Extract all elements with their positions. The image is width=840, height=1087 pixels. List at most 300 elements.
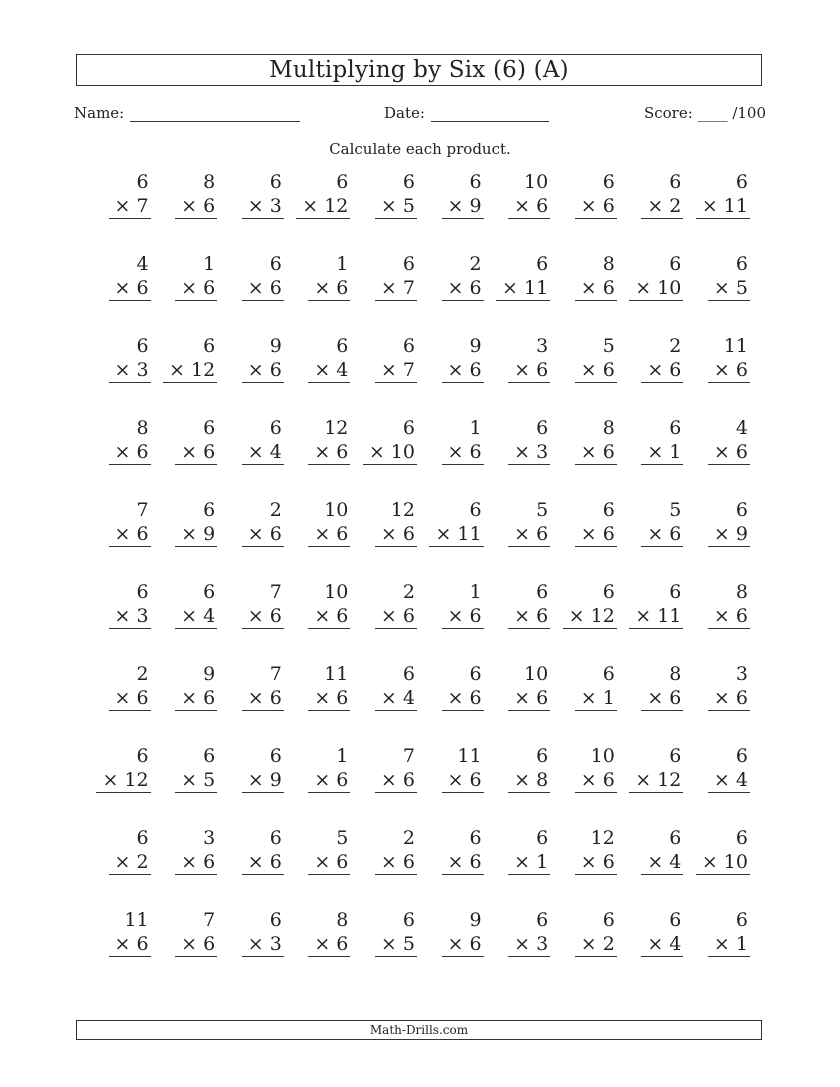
multiplicand: 2 — [269, 499, 282, 521]
multiplicand: 6 — [269, 745, 282, 767]
multiplier: × 7 — [375, 276, 417, 301]
multiplier: × 3 — [109, 358, 151, 383]
multiplier: × 6 — [708, 604, 750, 629]
multiplicand: 6 — [136, 745, 149, 767]
multiplier: × 11 — [629, 604, 683, 629]
problem[interactable] — [621, 580, 688, 662]
problem[interactable] — [288, 334, 355, 416]
problem[interactable] — [88, 744, 155, 826]
multiplier: × 6 — [109, 440, 151, 465]
multiplier: × 6 — [508, 522, 550, 547]
multiplier: × 6 — [641, 358, 683, 383]
problem[interactable] — [421, 334, 488, 416]
multiplicand: 6 — [669, 581, 682, 603]
multiplier: × 6 — [708, 358, 750, 383]
multiplicand: 10 — [524, 663, 549, 685]
problem[interactable] — [421, 416, 488, 498]
multiplier: × 11 — [696, 194, 750, 219]
problem[interactable] — [488, 416, 555, 498]
worksheet-title-box — [76, 54, 762, 86]
multiplier: × 6 — [242, 276, 284, 301]
problem[interactable] — [221, 908, 288, 990]
problem[interactable] — [288, 662, 355, 744]
multiplicand: 6 — [402, 253, 415, 275]
multiplier: × 4 — [375, 686, 417, 711]
multiplier: × 6 — [442, 686, 484, 711]
multiplier: × 3 — [242, 932, 284, 957]
problem[interactable] — [221, 744, 288, 826]
multiplicand: 1 — [336, 253, 349, 275]
problem[interactable] — [488, 170, 555, 252]
date-field[interactable] — [384, 104, 549, 122]
multiplicand: 6 — [336, 171, 349, 193]
multiplicand: 6 — [536, 253, 549, 275]
multiplier: × 1 — [708, 932, 750, 957]
problem[interactable] — [488, 826, 555, 908]
multiplicand: 7 — [203, 909, 216, 931]
problem[interactable] — [88, 252, 155, 334]
multiplicand: 8 — [136, 417, 149, 439]
multiplicand: 6 — [402, 171, 415, 193]
multiplicand: 6 — [203, 745, 216, 767]
problem[interactable] — [88, 662, 155, 744]
multiplier: × 6 — [175, 932, 217, 957]
multiplier: × 6 — [575, 276, 617, 301]
problem[interactable] — [621, 334, 688, 416]
problem[interactable] — [155, 334, 222, 416]
multiplicand: 1 — [203, 253, 216, 275]
multiplier: × 3 — [508, 932, 550, 957]
problem[interactable] — [354, 744, 421, 826]
multiplier: × 6 — [308, 276, 350, 301]
multiplier: × 6 — [242, 686, 284, 711]
problem[interactable] — [554, 908, 621, 990]
multiplier: × 4 — [641, 850, 683, 875]
score-label: Score: ____ /100 — [643, 104, 766, 122]
multiplier: × 6 — [442, 932, 484, 957]
multiplier: × 6 — [175, 276, 217, 301]
multiplier: × 6 — [308, 522, 350, 547]
problem[interactable] — [421, 662, 488, 744]
problem[interactable] — [687, 498, 754, 580]
problem[interactable] — [88, 416, 155, 498]
multiplier: × 12 — [163, 358, 217, 383]
multiplier: × 12 — [296, 194, 350, 219]
info-row — [74, 104, 766, 128]
multiplier: × 4 — [308, 358, 350, 383]
multiplier: × 11 — [496, 276, 550, 301]
problem[interactable] — [155, 662, 222, 744]
problem[interactable] — [354, 170, 421, 252]
problem[interactable] — [88, 580, 155, 662]
multiplier: × 6 — [508, 604, 550, 629]
multiplier: × 4 — [641, 932, 683, 957]
multiplier: × 6 — [575, 194, 617, 219]
multiplicand: 6 — [602, 171, 615, 193]
problem[interactable] — [421, 498, 488, 580]
multiplicand: 12 — [390, 499, 415, 521]
name-blank[interactable] — [130, 105, 300, 122]
problem[interactable] — [155, 416, 222, 498]
multiplicand: 8 — [669, 663, 682, 685]
multiplier: × 6 — [508, 358, 550, 383]
multiplicand: 6 — [602, 581, 615, 603]
problem[interactable] — [288, 908, 355, 990]
date-blank[interactable] — [431, 105, 549, 122]
multiplier: × 6 — [109, 932, 151, 957]
problem[interactable] — [621, 416, 688, 498]
multiplier: × 6 — [109, 276, 151, 301]
multiplier: × 11 — [429, 522, 483, 547]
problem[interactable] — [621, 826, 688, 908]
problem[interactable] — [621, 498, 688, 580]
problem[interactable] — [288, 170, 355, 252]
multiplier: × 5 — [375, 932, 417, 957]
multiplicand: 6 — [735, 909, 748, 931]
multiplicand: 6 — [336, 335, 349, 357]
multiplicand: 2 — [402, 827, 415, 849]
multiplier: × 6 — [308, 604, 350, 629]
multiplier: × 6 — [308, 850, 350, 875]
multiplicand: 10 — [324, 581, 349, 603]
multiplier: × 6 — [575, 522, 617, 547]
multiplier: × 2 — [109, 850, 151, 875]
name-field[interactable] — [74, 104, 300, 122]
problem[interactable] — [288, 744, 355, 826]
problem[interactable] — [687, 826, 754, 908]
multiplicand: 8 — [602, 417, 615, 439]
problem[interactable] — [421, 744, 488, 826]
problem[interactable] — [554, 826, 621, 908]
multiplicand: 6 — [669, 171, 682, 193]
multiplicand: 6 — [203, 417, 216, 439]
problem[interactable] — [221, 580, 288, 662]
problem[interactable] — [621, 908, 688, 990]
multiplicand: 6 — [669, 253, 682, 275]
multiplicand: 9 — [269, 335, 282, 357]
multiplier: × 4 — [242, 440, 284, 465]
multiplier: × 7 — [375, 358, 417, 383]
problem-grid — [88, 170, 754, 990]
multiplicand: 3 — [203, 827, 216, 849]
problem[interactable] — [88, 908, 155, 990]
problem[interactable] — [354, 416, 421, 498]
multiplier: × 6 — [442, 604, 484, 629]
multiplier: × 4 — [708, 768, 750, 793]
multiplicand: 6 — [269, 253, 282, 275]
multiplicand: 6 — [602, 909, 615, 931]
problem[interactable] — [88, 170, 155, 252]
problem[interactable] — [155, 498, 222, 580]
multiplier: × 4 — [175, 604, 217, 629]
problem[interactable] — [554, 580, 621, 662]
multiplicand: 6 — [536, 909, 549, 931]
footer-box — [76, 1020, 762, 1040]
multiplicand: 8 — [602, 253, 615, 275]
problem[interactable] — [687, 170, 754, 252]
multiplier: × 6 — [575, 440, 617, 465]
multiplier: × 10 — [629, 276, 683, 301]
multiplicand: 2 — [402, 581, 415, 603]
multiplier: × 5 — [175, 768, 217, 793]
problem[interactable] — [288, 580, 355, 662]
problem[interactable] — [621, 252, 688, 334]
problem[interactable] — [554, 334, 621, 416]
multiplier: × 3 — [242, 194, 284, 219]
multiplier: × 9 — [442, 194, 484, 219]
problem[interactable] — [354, 662, 421, 744]
multiplicand: 6 — [669, 745, 682, 767]
problem[interactable] — [488, 252, 555, 334]
multiplier: × 6 — [575, 768, 617, 793]
problem[interactable] — [554, 416, 621, 498]
multiplicand: 6 — [469, 663, 482, 685]
multiplicand: 5 — [669, 499, 682, 521]
multiplicand: 6 — [469, 827, 482, 849]
multiplier: × 6 — [442, 276, 484, 301]
multiplicand: 11 — [324, 663, 349, 685]
multiplier: × 8 — [508, 768, 550, 793]
problem[interactable] — [554, 662, 621, 744]
problem[interactable] — [687, 334, 754, 416]
multiplicand: 11 — [457, 745, 482, 767]
problem[interactable] — [288, 826, 355, 908]
problem[interactable] — [687, 416, 754, 498]
multiplicand: 6 — [536, 745, 549, 767]
problem[interactable] — [488, 662, 555, 744]
problem[interactable] — [88, 826, 155, 908]
problem[interactable] — [488, 334, 555, 416]
multiplicand: 12 — [324, 417, 349, 439]
multiplier: × 6 — [109, 522, 151, 547]
multiplicand: 9 — [469, 335, 482, 357]
problem[interactable] — [621, 662, 688, 744]
date-label: Date: — [384, 104, 425, 122]
multiplier: × 1 — [641, 440, 683, 465]
multiplier: × 6 — [308, 768, 350, 793]
multiplier: × 6 — [242, 358, 284, 383]
multiplier: × 6 — [375, 604, 417, 629]
multiplier: × 6 — [442, 440, 484, 465]
multiplicand: 6 — [203, 499, 216, 521]
problem[interactable] — [687, 662, 754, 744]
multiplicand: 6 — [402, 663, 415, 685]
multiplicand: 6 — [136, 827, 149, 849]
multiplier: × 12 — [96, 768, 150, 793]
multiplicand: 9 — [469, 909, 482, 931]
multiplicand: 4 — [735, 417, 748, 439]
problem[interactable] — [288, 498, 355, 580]
multiplicand: 6 — [602, 499, 615, 521]
problem[interactable] — [221, 334, 288, 416]
multiplicand: 6 — [735, 827, 748, 849]
instructions: Calculate each product. — [329, 140, 511, 158]
problem[interactable] — [354, 252, 421, 334]
multiplicand: 2 — [469, 253, 482, 275]
problem[interactable] — [488, 580, 555, 662]
problem[interactable] — [421, 252, 488, 334]
problem[interactable] — [687, 580, 754, 662]
multiplier: × 1 — [575, 686, 617, 711]
multiplier: × 6 — [508, 686, 550, 711]
multiplier: × 6 — [508, 194, 550, 219]
multiplicand: 6 — [536, 417, 549, 439]
multiplicand: 8 — [735, 581, 748, 603]
multiplicand: 2 — [136, 663, 149, 685]
multiplier: × 9 — [242, 768, 284, 793]
multiplicand: 6 — [602, 663, 615, 685]
problem[interactable] — [488, 498, 555, 580]
problem[interactable] — [221, 662, 288, 744]
multiplier: × 6 — [708, 686, 750, 711]
problem[interactable] — [155, 580, 222, 662]
multiplier: × 6 — [375, 768, 417, 793]
problem[interactable] — [554, 498, 621, 580]
problem[interactable] — [221, 416, 288, 498]
multiplier: × 7 — [109, 194, 151, 219]
multiplier: × 6 — [175, 440, 217, 465]
multiplicand: 6 — [536, 581, 549, 603]
footer-text: Math-Drills.com — [369, 1023, 469, 1037]
problem[interactable] — [554, 252, 621, 334]
multiplicand: 6 — [735, 171, 748, 193]
multiplicand: 5 — [602, 335, 615, 357]
problem[interactable] — [88, 334, 155, 416]
multiplier: × 2 — [641, 194, 683, 219]
multiplier: × 6 — [375, 522, 417, 547]
multiplicand: 10 — [590, 745, 615, 767]
multiplicand: 6 — [669, 827, 682, 849]
problem[interactable] — [155, 252, 222, 334]
problem[interactable] — [288, 252, 355, 334]
multiplicand: 1 — [336, 745, 349, 767]
multiplicand: 6 — [269, 171, 282, 193]
problem[interactable] — [354, 826, 421, 908]
multiplier: × 6 — [442, 768, 484, 793]
multiplicand: 3 — [536, 335, 549, 357]
problem[interactable] — [155, 170, 222, 252]
multiplicand: 12 — [590, 827, 615, 849]
problem[interactable] — [354, 908, 421, 990]
multiplicand: 6 — [269, 827, 282, 849]
multiplicand: 7 — [136, 499, 149, 521]
multiplicand: 10 — [524, 171, 549, 193]
multiplier: × 6 — [308, 932, 350, 957]
problem[interactable] — [421, 826, 488, 908]
problem[interactable] — [421, 580, 488, 662]
multiplicand: 7 — [269, 581, 282, 603]
multiplicand: 6 — [469, 499, 482, 521]
problem[interactable] — [687, 252, 754, 334]
problem[interactable] — [354, 580, 421, 662]
multiplicand: 6 — [469, 171, 482, 193]
multiplicand: 6 — [269, 417, 282, 439]
problem[interactable] — [354, 334, 421, 416]
name-label: Name: — [74, 104, 125, 122]
multiplicand: 8 — [336, 909, 349, 931]
multiplier: × 6 — [708, 440, 750, 465]
multiplier: × 1 — [508, 850, 550, 875]
multiplicand: 4 — [136, 253, 149, 275]
problem[interactable] — [687, 744, 754, 826]
problem[interactable] — [288, 416, 355, 498]
multiplicand: 6 — [402, 909, 415, 931]
multiplier: × 6 — [308, 686, 350, 711]
problem[interactable] — [354, 498, 421, 580]
multiplier: × 10 — [696, 850, 750, 875]
problem[interactable] — [621, 170, 688, 252]
multiplicand: 6 — [203, 335, 216, 357]
problem[interactable] — [687, 908, 754, 990]
multiplier: × 6 — [575, 358, 617, 383]
multiplicand: 10 — [324, 499, 349, 521]
multiplicand: 6 — [402, 417, 415, 439]
multiplier: × 10 — [363, 440, 417, 465]
problem[interactable] — [421, 170, 488, 252]
multiplier: × 5 — [708, 276, 750, 301]
problem[interactable] — [221, 170, 288, 252]
multiplicand: 6 — [136, 171, 149, 193]
multiplicand: 11 — [723, 335, 748, 357]
multiplicand: 6 — [669, 417, 682, 439]
multiplicand: 6 — [735, 253, 748, 275]
multiplier: × 2 — [575, 932, 617, 957]
problem[interactable] — [221, 498, 288, 580]
multiplier: × 6 — [242, 604, 284, 629]
problem[interactable] — [488, 744, 555, 826]
multiplicand: 6 — [735, 745, 748, 767]
problem[interactable] — [221, 252, 288, 334]
problem[interactable] — [488, 908, 555, 990]
multiplier: × 6 — [175, 686, 217, 711]
multiplier: × 6 — [442, 850, 484, 875]
problem[interactable] — [554, 170, 621, 252]
multiplicand: 1 — [469, 417, 482, 439]
multiplicand: 6 — [136, 335, 149, 357]
multiplicand: 11 — [124, 909, 149, 931]
multiplier: × 6 — [109, 686, 151, 711]
problem[interactable] — [155, 744, 222, 826]
problem[interactable] — [155, 826, 222, 908]
problem[interactable] — [155, 908, 222, 990]
problem[interactable] — [88, 498, 155, 580]
multiplicand: 7 — [269, 663, 282, 685]
problem[interactable] — [554, 744, 621, 826]
problem[interactable] — [221, 826, 288, 908]
multiplier: × 6 — [175, 850, 217, 875]
multiplier: × 6 — [308, 440, 350, 465]
problem[interactable] — [421, 908, 488, 990]
multiplier: × 6 — [175, 194, 217, 219]
multiplicand: 8 — [203, 171, 216, 193]
multiplicand: 6 — [136, 581, 149, 603]
multiplicand: 7 — [402, 745, 415, 767]
multiplicand: 1 — [469, 581, 482, 603]
multiplicand: 6 — [669, 909, 682, 931]
multiplier: × 6 — [641, 686, 683, 711]
problem[interactable] — [621, 744, 688, 826]
multiplier: × 9 — [708, 522, 750, 547]
multiplier: × 12 — [563, 604, 617, 629]
multiplier: × 6 — [242, 522, 284, 547]
multiplicand: 5 — [336, 827, 349, 849]
multiplicand: 9 — [203, 663, 216, 685]
multiplicand: 6 — [269, 909, 282, 931]
multiplier: × 6 — [575, 850, 617, 875]
multiplier: × 6 — [375, 850, 417, 875]
multiplier: × 3 — [109, 604, 151, 629]
multiplier: × 12 — [629, 768, 683, 793]
